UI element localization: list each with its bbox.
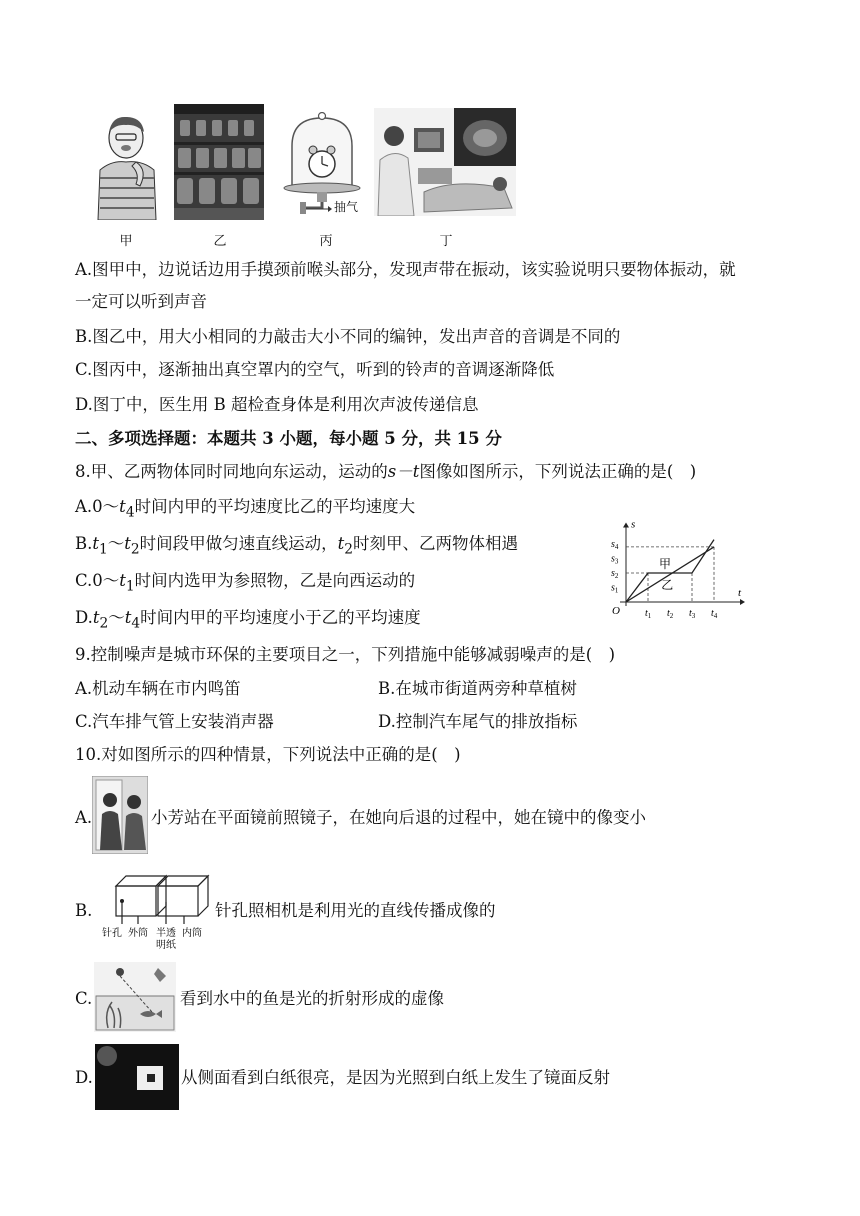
pinhole-label: 针孔 [102,928,122,939]
mirror-photo [92,776,148,854]
q10-option-c-text: 看到水中的鱼是光的折射形成的虚像 [180,989,444,1008]
boy-speaking-image [92,112,160,220]
y-tick-label: $s_3$ [611,553,619,566]
q10-option-b-label: B. [75,901,93,920]
white-paper-image [95,1044,179,1110]
s-t-chart [604,490,784,626]
q8-stem: 8.甲、乙两物体同时同地向东运动，运动的s－t图像如图所示，下列说法正确的是( ) [75,462,697,481]
q7-option-c: C.图丙中，逐渐抽出真空罩内的空气，听到的铃声的音调逐渐降低 [75,360,555,379]
inner-tube-label: 内筒 [182,928,202,939]
q10-option-a-text: 小芳站在平面镜前照镜子，在她向后退的过程中，她在镜中的像变小 [151,808,646,827]
origin-label: O [612,605,620,617]
chime-bells-image [174,104,264,220]
q7-option-b: B.图乙中，用大小相同的力敲击大小不同的编钟，发出声音的音调是不同的 [75,327,621,346]
series-label-jia: 甲 [659,557,672,571]
screen-label-1: 半透 [156,928,176,939]
q10-option-b-text: 针孔照相机是利用光的直线传播成像的 [215,901,496,920]
q7-option-a-line1: A.图甲中，边说话边用手摸颈前喉头部分，发现声带在振动，该实验说明只要物体振动，就 [75,260,736,279]
q8-option-a: $A.0\sim t_4$时间内甲的平均速度比乙的平均速度大 [75,497,416,521]
q10-option-a-label: A. [75,808,93,827]
x-axis-arrow [740,599,745,605]
q10-option-d-label: D. [75,1068,93,1087]
q10-option-d-text: 从侧面看到白纸很亮，是因为光照到白纸上发生了镜面反射 [181,1068,610,1087]
x-tick-label: $t_3$ [689,608,696,620]
series-label-yi: 乙 [661,577,674,592]
q9-option-c: C.汽车排气管上安装消声器 [75,712,274,731]
pinhole-camera-diagram [98,872,214,950]
section-heading: 二、多项选择题：本题共 3 小题，每小题 5 分，共 15 分 [75,429,502,448]
pump-label: 抽气 [334,200,359,214]
ultrasound-image [374,108,516,216]
y-axis-arrow [623,523,629,528]
q7-option-a-line2: 一定可以听到声音 [75,292,207,311]
pump-arrow [306,204,332,214]
q8-option-b: $B.t_1\sim t_2$时间段甲做匀速直线运动，$t_2$时刻甲、乙两物体相遇 [75,534,519,558]
y-tick-label: $s_1$ [611,582,619,595]
q9-option-a: A.机动车辆在市内鸣笛 [75,679,241,698]
figure-label-bing: 丙 [319,234,333,249]
q10-stem: 10.对如图所示的四种情景，下列说法中正确的是( ) [75,745,461,764]
figure-label-yi: 乙 [213,234,227,249]
outer-tube-label: 外筒 [128,928,148,939]
q9-option-b: B.在城市街道两旁种草植树 [378,679,577,698]
q8-option-c: $C.0\sim t_1$时间内选甲为参照物，乙是向西运动的 [75,571,416,595]
figure-label-jia: 甲 [119,234,133,249]
figure-label-ding: 丁 [439,234,453,249]
screen-label-2: 明纸 [156,940,176,950]
x-tick-label: $t_2$ [667,608,674,620]
fish-in-water-image [94,962,176,1032]
q8-option-d: $D.t_2\sim t_4$时间内甲的平均速度小于乙的平均速度 [75,608,421,632]
y-tick-label: $s_2$ [611,568,619,580]
series-line-yi [626,547,714,602]
q10-option-c-label: C. [75,989,93,1008]
q9-stem: 9.控制噪声是城市环保的主要项目之一，下列措施中能够减弱噪声的是( ) [75,645,616,664]
x-tick-label: $t_4$ [711,608,718,620]
y-tick-label: $s_4$ [611,539,619,551]
x-axis-label: t [738,587,742,599]
x-tick-label: $t_1$ [645,608,652,620]
q7-option-d: D.图丁中，医生用 B 超检查身体是利用次声波传递信息 [75,395,479,414]
q9-option-d: D.控制汽车尾气的排放指标 [378,712,578,731]
y-axis-label: s [631,518,636,531]
